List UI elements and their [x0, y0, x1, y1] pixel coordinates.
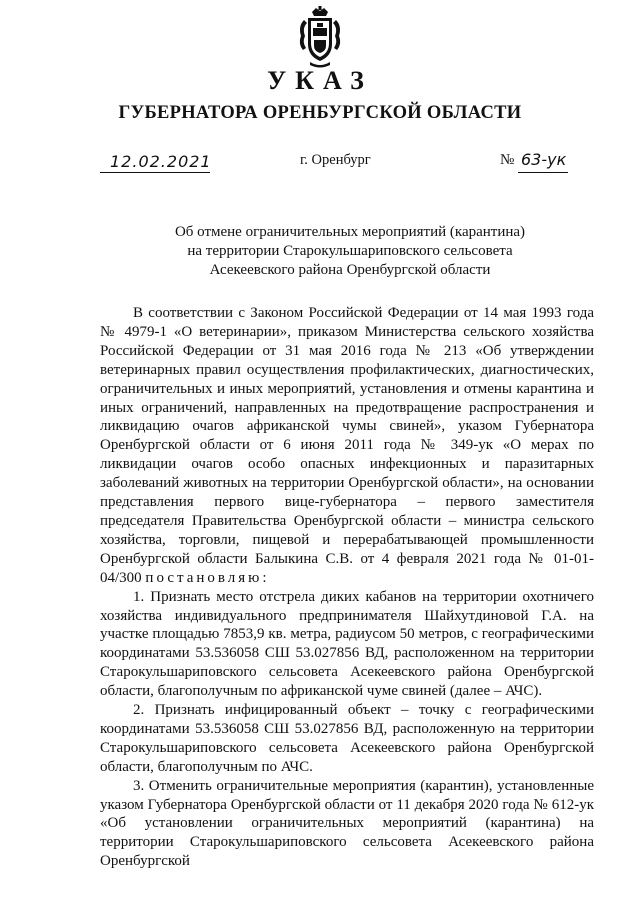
decree-city: г. Оренбург	[300, 152, 371, 168]
heading-line: Асекеевского района Оренбургской области	[209, 262, 491, 278]
preamble-text: В соответствии с Законом Российской Федерации от 14 мая 1993 года № 4979-1 «О ветеринарии», приказом Министерства сельского хозяйства Российской Федерации от 31 мая 2016 года № 213 «Об утверждении ветеринарных правил осуществления профилактических, диагностических, ограничительных и иных мероприятий, установления и отмены карантина и иных ограничений, направленных на предотвращение распространения и ликвидацию очагов африканской чумы свиней», указом Губернатора Оренбургской области от 6 июня 2011 года № 349-ук «О мерах по ликвидации очагов особо опасных инфекционных и паразитарных заболеваний животных на территории Оренбургской области», на основании представления первого вице-губернатора – первого заместителя председателя Правительства Оренбургской области – министра сельского хозяйства, торговли, пищевой и перерабатывающей промышленности Оренбургской области Балыкина С.В. от 4 февраля 2021 года № 01-01-04/300	[100, 305, 594, 586]
decree-date: 12.02.2021	[110, 152, 212, 171]
decree-subtitle: ГУБЕРНАТОРА ОРЕНБУРГСКОЙ ОБЛАСТИ	[118, 103, 522, 123]
orenburg-coat-of-arms-icon	[296, 6, 344, 70]
decree-body	[100, 304, 594, 871]
decree-number: 63-ук	[521, 150, 567, 169]
heading-line: Об отмене ограничительных мероприятий (карантина)	[174, 224, 526, 240]
heading-line: на территории Старокульшариповского сельсовета	[187, 243, 513, 259]
date-underline	[100, 172, 210, 173]
decree-item-2: 2. Признать инфицированный объект – точку с географическими координатами 53.536058 СШ 53.027856 ВД, расположенную на территории Старокульшариповского сельсовета Асекеевского района Оренбургской области, благополучным по АЧС.	[100, 702, 594, 775]
number-underline	[518, 172, 568, 173]
number-sign: №	[500, 152, 515, 168]
resolve-word: постановляю:	[145, 569, 270, 586]
decree-item-1: 1. Признать место отстрела диких кабанов на территории охотничего хозяйства индивидуального предпринимателя Шайхутдиновой Г.А. на участке площадью 7853,9 кв. метра, радиусом 50 метров, с географическими координатами 53.536058 СШ 53.027856 ВД, расположенном на территории Старокульшариповского сельсовета Асекеевского района Оренбургской области, благополучным по африканской чуме свиней (далее – АЧС).	[100, 588, 594, 700]
decree-title: УКАЗ	[267, 66, 373, 95]
preamble-paragraph	[100, 304, 594, 588]
decree-item-3: 3. Отменить ограничительные мероприятия (карантин), установленные указом Губернатора Оренбургской области от 11 декабря 2020 года № 612-ук «Об установлении ограничительных мероприятий (карантина) на территории Старокульшариповского сельсовета Асекеевского района Оренбургской	[100, 777, 594, 870]
decree-heading	[100, 223, 600, 280]
